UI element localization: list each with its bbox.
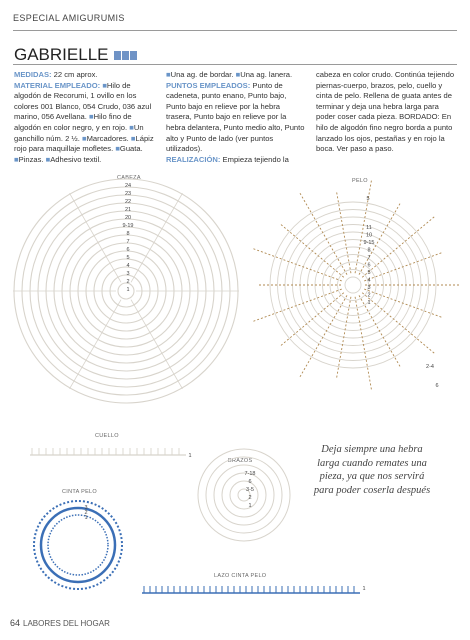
page-footer [10,618,110,628]
pelo-round [345,277,361,293]
puntos-value: Punto de cadeneta, punto enano, Punto bajo, Punto bajo en relieve por la hebra trasera, Punto bajo en relieve por la hebra delantera, Punto medio alto, Punto alto y Punto de lado (ver puntos utilizados). [166,80,305,154]
cabeza-round-number: 24 [124,183,132,189]
cabeza-label: CABEZA [117,175,141,181]
medidas-value: 22 cm aprox. [53,70,98,79]
lazo-end-number: 1 [362,586,366,592]
pelo-round [270,202,436,368]
material-bullet: Adhesivo textil. [50,154,102,164]
cabeza-round-number: 4 [126,263,130,269]
brazos-round-number: 2 [248,495,252,501]
pelo-round-number: 4 [367,277,371,284]
realizacion-continued: cabeza en color crudo. Continúa tejiendo piernas-cuerpo, brazos, pelo, cuello y cinta de pelo. Rellena de guata antes de terminar y deja una hebra larga para poder coser cada pieza. BORDADO: En hilo de algodón fino negro borda a punto lanzado los ojos, pestañas y en rojo la boca. Ver paso a paso. [316,70,455,154]
pelo-side-label: 2-4 [426,364,434,370]
cabeza-round-number: 8 [126,231,130,237]
text-column-1: MEDIDAS: 22 cm aprox. MATERIAL EMPLEADO: ■Hilo de algodón de Recorumi, 1 ovillo en los colores 001 Blanco, 054 Crudo, 036 azul marino, 056 Avellana. ■Hilo fino de algodón en color negro, y en rojo. ■Un ganchillo núm. 2 ½. ■Marcadores. ■Lápiz rojo para maquillaje mofletes. ■Guata. ■Pinzas. ■Adhesivo textil. [14,70,154,164]
title-text: GABRIELLE [14,45,109,64]
material-value: Hilo de algodón de Recorumi, 1 ovillo en los colores 001 Blanco, 054 Crudo, 036 azul marino, 056 Avellana. [14,80,152,122]
material-bullet: Lápiz rojo para maquillaje mofletes. [14,133,154,154]
cabeza-round-number: 9-19 [122,223,134,229]
brazos-round-number: 1 [248,503,252,509]
material-bullet: Guata. [119,144,143,154]
cabeza-round-number: 22 [124,199,132,205]
pelo-side-label: 5 [366,196,370,202]
tip-quote: Deja siempre una hebra larga cuando remates una pieza, ya que nos servirá para poder coserla después [313,444,431,496]
cuello-label: CUELLO [95,433,119,439]
pelo-side-label: 6 [435,383,439,389]
cabeza-round-number: 3 [126,271,130,277]
brazos-round [198,449,290,541]
pelo-round [308,240,399,331]
pelo-label: PELO [352,178,368,184]
material-bullet: Una ag. lanera. [240,70,293,79]
medidas-key: MEDIDAS: [14,70,52,79]
pelo-strand [252,289,341,321]
cinta-round-number: 1 [84,515,88,521]
material-key: MATERIAL EMPLEADO: [14,80,101,90]
section-header: ESPECIAL AMIGURUMIS [13,13,125,23]
brazos-label: BRAZOS [228,458,253,464]
cinta-ring [41,508,115,582]
material-bullet: Una ag. de bordar. [170,70,234,79]
pelo-round-number: 11 [366,225,372,231]
pelo-round-number: 9-15 [363,240,375,246]
realizacion-key: REALIZACIÓN: [166,154,221,164]
page-number: 64 [10,618,21,628]
pelo-round-number: 8 [367,247,371,254]
cinta-round-number: 2 [84,510,88,516]
brazos-round-number: 3-5 [246,487,254,493]
brazos-round-number: 6 [248,479,252,485]
cabeza-round-number: 2 [126,279,130,285]
cinta-ring [34,501,122,589]
cinta-round-number: 3 [84,505,88,511]
cabeza-round-number: 23 [124,191,132,197]
brazos-round [222,473,266,517]
cabeza-round-number: 21 [124,207,132,213]
cabeza-round-number: 7 [126,239,130,245]
text-column-2: ■Una ag. de bordar. ■Una ag. lanera. PUNTOS EMPLEADOS: Punto de cadeneta, punto enano, Punto bajo, Punto bajo en relieve por la hebra trasera, Punto bajo en relieve por la hebra delantera, Punto medio alto, Punto alto y Punto de lado (ver puntos utilizados). REALIZACIÓN: Empieza tejiendo la [166,70,305,164]
pelo-strand [252,248,341,280]
cinta-ring [48,515,108,575]
magazine-name: LABORES DEL HOGAR [23,619,110,628]
material-bullet: Hilo fino de algodón en color negro, y en rojo. [14,112,132,132]
pelo-round-number: 7 [367,255,371,261]
pelo-round-number: 3 [367,285,371,291]
pelo-round-number: 1 [367,300,371,306]
puntos-key: PUNTOS EMPLEADOS: [166,80,251,90]
pelo-round-number: 2 [367,292,371,299]
pelo-round-number: 10 [365,232,373,239]
pelo-round-number: 6 [367,262,371,269]
cabeza-round-number: 1 [126,287,130,293]
cabeza-round-number: 5 [126,255,130,261]
pelo-round-number: 5 [367,270,371,276]
cabeza-round-number: 20 [124,215,132,221]
cuello-end-number: 1 [188,453,192,459]
pelo-round [315,247,391,323]
brazos-round [206,457,282,533]
material-bullet: Marcadores. [86,133,129,143]
pelo-round [293,225,414,346]
pelo-strand [280,293,344,346]
realizacion-value: Empieza tejiendo la [222,154,289,164]
brazos-round [230,481,258,509]
pelo-round [338,270,369,301]
brazos-round-number: 7-18 [244,471,256,477]
pelo-round [285,217,421,353]
material-bullet: Pinzas. [18,154,44,164]
cinta-pelo-label: CINTA PELO [62,489,97,495]
material-bullet: Un ganchillo núm. 2 ½. [14,122,144,143]
lazo-label: LAZO CINTA PELO [214,573,267,579]
cabeza-round-number: 6 [126,247,130,253]
